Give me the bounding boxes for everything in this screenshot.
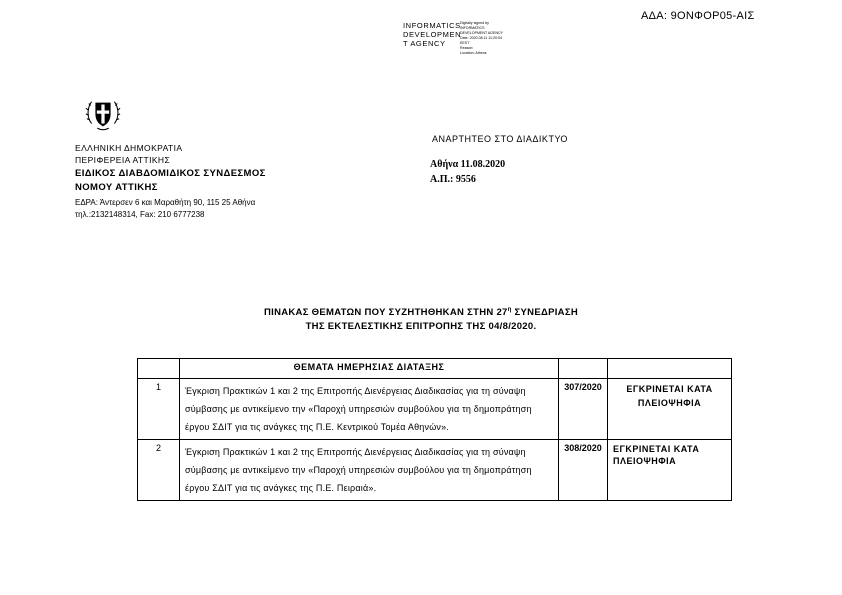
row-number: 2 <box>138 440 180 501</box>
table-header-row <box>138 359 732 379</box>
row-description: Έγκριση Πρακτικών 1 και 2 της Επιτροπής Διενέργειας Διαδικασίας για τη σύναψη σύμβασης με αντικείμενο την «Παροχή υπηρεσιών συμβούλου για τη δημοπράτηση έργου ΣΔΙΤ για τις ανάγκες της Π.Ε. Κεντρικού Τομέα Αθηνών». <box>180 379 559 440</box>
title-text: ΣΥΝΕΔΡΙΑΣΗ <box>511 307 579 319</box>
stamp-line: DEVELOPMEN <box>403 30 462 39</box>
row-description: Έγκριση Πρακτικών 1 και 2 της Επιτροπής Διενέργειας Διαδικασίας για τη σύναψη σύμβασης με αντικείμενο την «Παροχή υπηρεσιών συμβούλου για τη δημοπράτηση έργου ΣΔΙΤ για τις ανάγκες της Π.Ε. Πειραιά». <box>180 440 559 501</box>
document-date: Αθήνα 11.08.2020 <box>430 159 506 170</box>
organization-contact: τηλ.:2132148314, Fax: 210 6777238 <box>75 210 205 219</box>
row-result <box>608 440 732 501</box>
table-row <box>138 379 732 440</box>
stamp-line: T AGENCY <box>403 39 446 48</box>
digital-signature-stamp <box>403 21 543 61</box>
row-result <box>608 379 732 440</box>
stamp-detail: Location: Athens <box>460 51 487 55</box>
row-number: 1 <box>138 379 180 440</box>
agenda-header: ΘΕΜΑΤΑ ΗΜΕΡΗΣΙΑΣ ΔΙΑΤΑΞΗΣ <box>180 359 559 379</box>
stamp-detail: Digitally signed by <box>460 21 489 25</box>
header-blank-cell <box>138 359 180 379</box>
organization-region: ΝΟΜΟΥ ΑΤΤΙΚΗΣ <box>75 182 158 193</box>
document-title-line-2: ΤΗΣ ΕΚΤΕΛΕΣΤΙΚΗΣ ΕΠΙΤΡΟΠΗΣ ΤΗΣ 04/8/2020. <box>305 321 537 332</box>
result-text: ΕΓΚΡΙΝΕΤΑΙ ΚΑΤΑ ΠΛΕΙΟΨΗΦΙΑ <box>613 444 700 466</box>
country-name: ΕΛΛΗΝΙΚΗ ΔΗΜΟΚΡΑΤΙΑ <box>75 143 183 153</box>
title-text: ΠΙΝΑΚΑΣ ΘΕΜΑΤΩΝ ΠΟΥ ΣΥΖΗΤΗΘΗΚΑΝ ΣΤΗΝ 27 <box>263 307 508 319</box>
row-decision-number: 307/2020 <box>559 379 608 440</box>
row-decision-number: 308/2020 <box>559 440 608 501</box>
document-title-line-1 <box>0 307 842 318</box>
organization-address: ΕΔΡΑ: Άντερσεν 6 και Μαραθήτη 90, 115 25 Αθήνα <box>75 198 256 207</box>
organization-name: ΕΙΔΙΚΟΣ ΔΙΑΒΔΟΜΙΔΙΚΟΣ ΣΥΝΔΕΣΜΟΣ <box>75 168 266 179</box>
posting-notice: ΑΝΑΡΤΗΤΕΟ ΣΤΟ ΔΙΑΔΙΚΤΥΟ <box>432 134 568 144</box>
stamp-detail: EEST <box>460 41 470 45</box>
header-blank-cell <box>559 359 608 379</box>
stamp-detail: Reason: <box>460 46 474 50</box>
stamp-line: INFORMATICS <box>403 21 461 30</box>
stamp-detail: DEVELOPMENT AGENCY <box>460 31 504 35</box>
greek-coat-of-arms-icon <box>84 95 122 133</box>
agenda-table <box>137 358 732 501</box>
ada-code: ΑΔΑ: 9ΟΝΦΟΡ05-ΑΙΣ <box>641 10 755 22</box>
stamp-detail: Date: 2020.08.11 11:20:04 <box>460 36 503 40</box>
region-name: ΠΕΡΙΦΕΡΕΙΑ ΑΤΤΙΚΗΣ <box>75 155 171 165</box>
header-blank-cell <box>608 359 732 379</box>
title-superscript: η <box>507 307 512 313</box>
result-text: ΕΓΚΡΙΝΕΤΑΙ ΚΑΤΑ ΠΛΕΙΟΨΗΦΙΑ <box>626 384 713 408</box>
stamp-detail: INFORMATICS <box>460 26 485 30</box>
table-row <box>138 440 732 501</box>
protocol-number: Α.Π.: 9556 <box>430 174 476 185</box>
